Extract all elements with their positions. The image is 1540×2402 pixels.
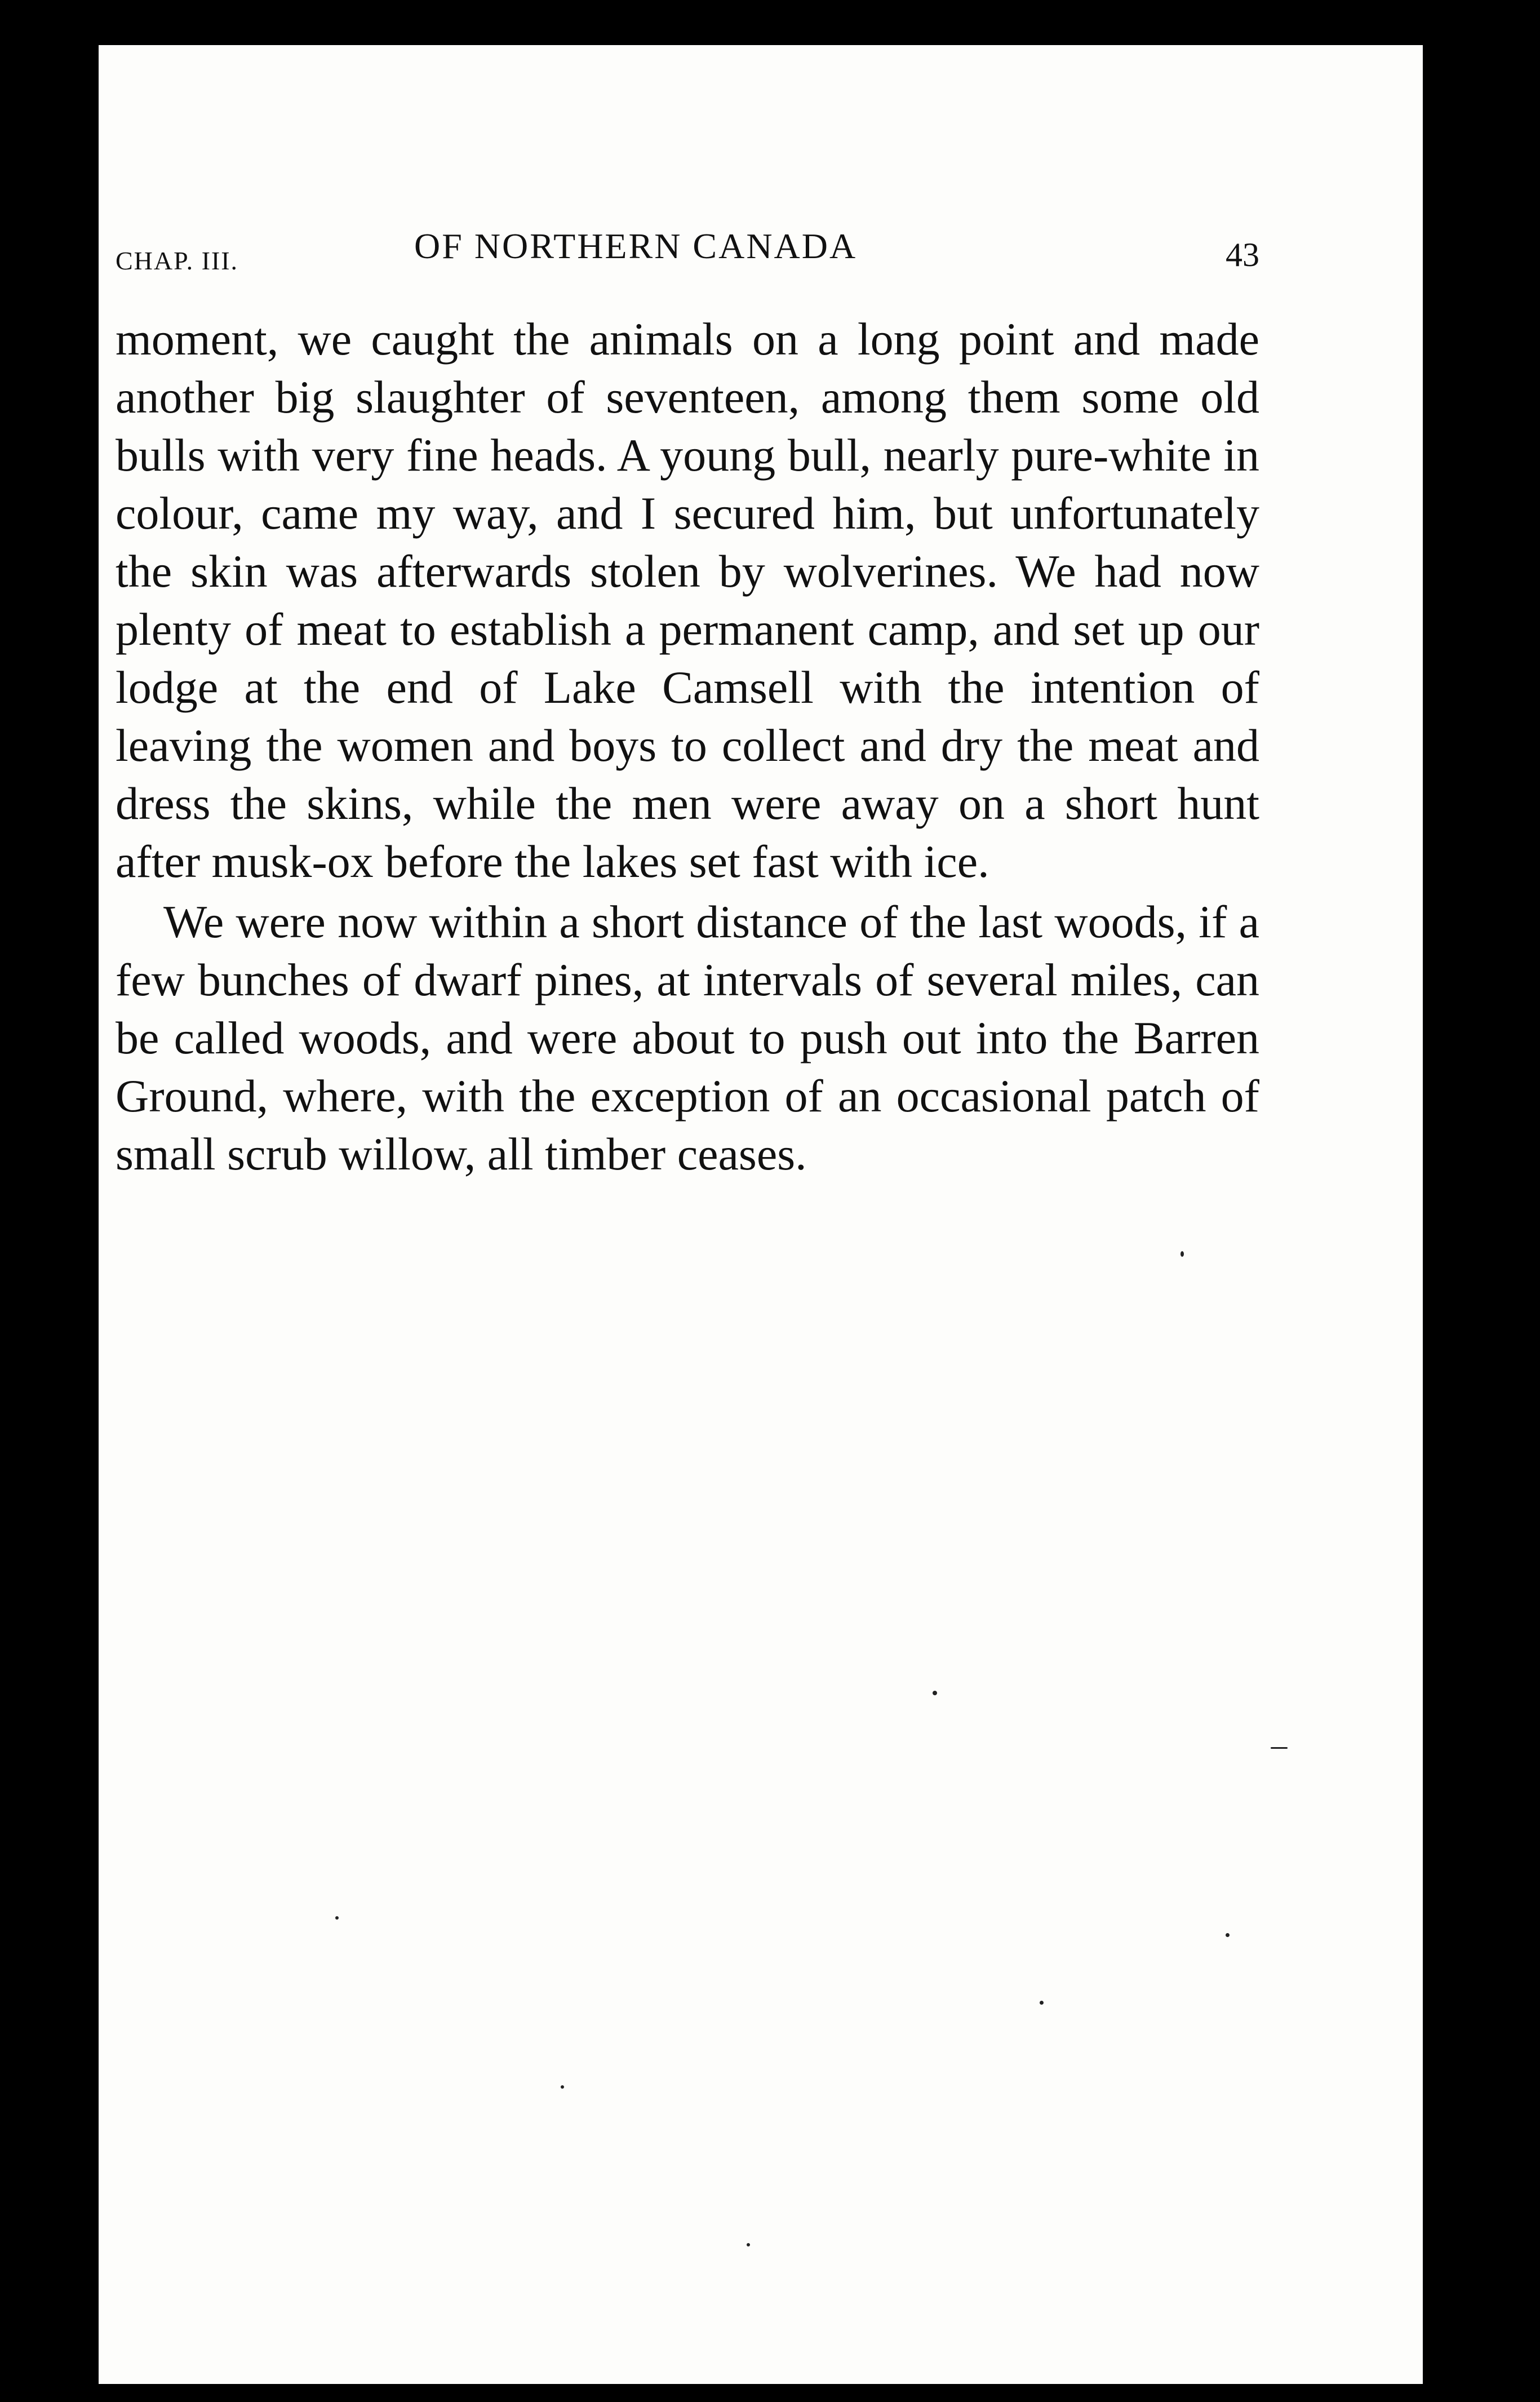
book-page (99, 45, 1423, 2384)
scan-speck (1040, 2001, 1044, 2005)
scan-speck (933, 1691, 937, 1695)
page-number: 43 (1226, 236, 1259, 273)
running-header (116, 225, 1259, 293)
scan-speck (561, 2085, 564, 2089)
paragraph-2: We were now within a short distance of the last woods, if a few bunches of dwarf pines, at intervals of several miles, can be called woods, and were about to push out into the Barren Ground, where, with the exception of an occasional patch of small scrub willow, all timber ceases. (116, 896, 1259, 1180)
body-text (116, 310, 1259, 1183)
chapter-label: CHAP. III. (116, 246, 239, 275)
scan-speck (335, 1916, 339, 1920)
scan-speck (747, 2243, 750, 2246)
running-title: OF NORTHERN CANADA (414, 226, 858, 266)
paragraph-1: moment, we caught the animals on a long point and made another big slaughter of seventeen, among them some old bulls with very fine heads. A young bull, nearly pure-white in colour, came my way, and I secured him, but unfortunately the skin was afterwards stolen by wolverines. We had now plenty of meat to establish a permanent camp, and set up our lodge at the end of Lake Camsell with the intention of leaving the women and boys to collect and dry the meat and dress the skins, while the men were away on a short hunt after musk-ox before the lakes set fast with ice. (116, 313, 1259, 887)
scan-speck (1226, 1933, 1230, 1937)
scan-speck (1271, 1747, 1288, 1749)
scan-speck (1180, 1251, 1184, 1257)
